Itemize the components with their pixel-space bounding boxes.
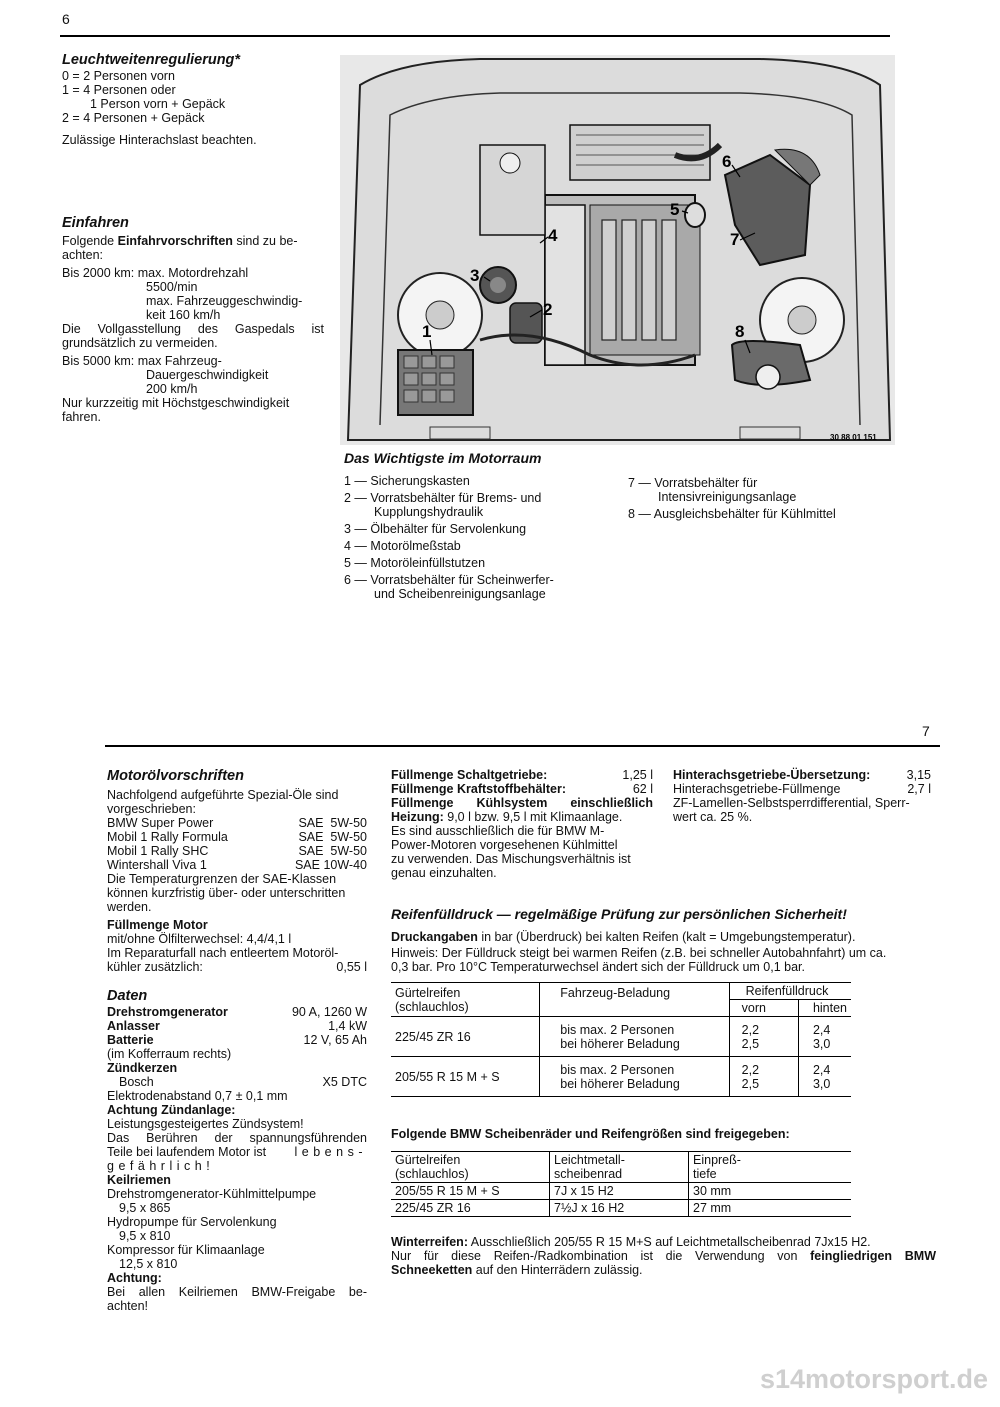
hinterachs-title-row: Hinterachsgetriebe-Übersetzung: 3,15 xyxy=(673,768,931,782)
einfahren-intro-2: achten: xyxy=(62,248,104,262)
callout-5: 5 xyxy=(670,200,680,219)
table-header-front: vorn xyxy=(729,1000,798,1017)
zf-1: ZF-Lamellen-Selbstsperrdifferential, Sperr- xyxy=(673,796,910,810)
legend-title: Das Wichtigste im Motorraum xyxy=(344,450,542,466)
kuehlsystem-title: Füllmenge Kühlsystem einschließlich xyxy=(391,796,653,810)
table-header-load: Fahrzeug-Beladung xyxy=(540,983,729,1017)
watermark: s14motorsport.de xyxy=(760,1364,989,1394)
einfahren-title: Einfahren xyxy=(62,215,129,231)
winterreifen-3: Schneeketten auf den Hinterrädern zulässig. xyxy=(391,1263,643,1277)
batterie-note: (im Kofferraum rechts) xyxy=(107,1047,232,1061)
table-header-pressure: Reifenfülldruck xyxy=(729,983,851,1000)
table-row: 205/55 R 15 M + S 7J x 15 H2 30 mm xyxy=(391,1183,851,1200)
einfahren-l3: max. Fahrzeuggeschwindig- xyxy=(146,294,303,308)
zf-2: wert ca. 25 %. xyxy=(673,810,753,824)
winterreifen-1: Winterreifen: Ausschließlich 205/55 R 15 M+S auf Leichtmetallscheibenrad 7Jx15 H2. xyxy=(391,1235,871,1249)
zuendkerzen-title: Zündkerzen xyxy=(107,1061,178,1075)
achtung-zuendanlage-2: Das Berühren der spannungsführenden xyxy=(107,1131,367,1145)
fuellmenge-motor-title: Füllmenge Motor xyxy=(107,918,208,932)
heizung-line: Heizung: 9,0 l bzw. 9,5 l mit Klimaanlage. xyxy=(391,810,623,824)
einfahren-intro: Folgende Einfahrvorschriften sind zu be- xyxy=(62,234,298,248)
legend-num: 5 — xyxy=(344,556,367,570)
keilriemen-size: 12,5 x 810 xyxy=(119,1257,178,1271)
page-number-6: 6 xyxy=(62,11,70,27)
legend-text: Vorratsbehälter für Brems- und xyxy=(370,491,542,505)
legend-text: Sicherungskasten xyxy=(370,474,470,488)
achtung-zuendanlage-title: Achtung Zündanlage: xyxy=(107,1103,236,1117)
table-row: 225/45 ZR 16 7½J x 16 H2 27 mm xyxy=(391,1200,851,1217)
einfahren-l1: Bis 2000 km: max. Motordrehzahl xyxy=(62,266,249,280)
legend-num: 3 — xyxy=(344,522,367,536)
leucht-line-3: 2 = 4 Personen + Gepäck xyxy=(62,111,205,125)
hinterachs-fm-row: Hinterachsgetriebe-Füllmenge 2,7 l xyxy=(673,782,931,796)
callout-2: 2 xyxy=(543,300,553,319)
einfahren-l8: Dauergeschwindigkeit xyxy=(146,368,269,382)
motoroel-title: Motorölvorschriften xyxy=(107,768,244,784)
engine-bay-drawing xyxy=(340,55,895,445)
legend-num: 2 — xyxy=(344,491,367,505)
callout-3: 3 xyxy=(470,266,480,285)
legend-num: 6 — xyxy=(344,573,367,587)
leucht-title: Leuchtweitenregulierung* xyxy=(62,52,241,68)
einfahren-l10: Nur kurzzeitig mit Höchstgeschwindigkeit xyxy=(62,396,290,410)
reifen-section xyxy=(391,907,936,1277)
legend-text: Ölbehälter für Servolenkung xyxy=(370,522,527,536)
achtung-zuendanlage-4: gefährlich! xyxy=(107,1159,215,1173)
daten-row: Batterie 12 V, 65 Ah xyxy=(107,1033,367,1047)
keilriemen-size: 9,5 x 810 xyxy=(119,1229,171,1243)
einfahren-l4: keit 160 km/h xyxy=(146,308,221,322)
fuellmenge-motor-1: mit/ohne Ölfilterwechsel: 4,4/4,1 l xyxy=(107,932,292,946)
legend-text-2: Intensivreinigungsanlage xyxy=(658,490,797,504)
fuellmenge-motor-2: Im Reparaturfall nach entleertem Motoröl- xyxy=(107,946,339,960)
achtung-title: Achtung: xyxy=(107,1271,162,1285)
daten-row: Anlasser 1,4 kW xyxy=(107,1019,367,1033)
leucht-line-0: 0 = 2 Personen vorn xyxy=(62,69,175,83)
achtung-zuendanlage-3: Teile bei laufendem Motor ist lebens- xyxy=(107,1145,367,1159)
legend-left xyxy=(344,474,614,604)
raeder-header-3: Einpreß- xyxy=(693,1153,741,1167)
figure-code: 30 88 01 151 xyxy=(830,433,877,442)
middle-column xyxy=(391,768,653,880)
legend-num: 7 — xyxy=(628,476,651,490)
legend-text: Vorratsbehälter für Scheinwerfer- xyxy=(370,573,554,587)
kuehl-4: genau einzuhalten. xyxy=(391,866,497,880)
legend-text: Motoröleinfüllstutzen xyxy=(370,556,486,570)
fuell-row: Füllmenge Schaltgetriebe: 1,25 l xyxy=(391,768,653,782)
oil-row: Mobil 1 Rally Formula SAE 5W-50 xyxy=(107,830,367,844)
table-header-tyre: Gürtelreifen xyxy=(395,986,461,1000)
raeder-header-3b: tiefe xyxy=(693,1167,717,1181)
table-row: 225/45 ZR 16 bis max. 2 Personen bei höherer Beladung 2,2 2,5 2,4 3,0 xyxy=(391,1017,851,1057)
raeder-header-2: Leichtmetall- xyxy=(554,1153,625,1167)
legend-text: Vorratsbehälter für xyxy=(654,476,758,490)
table-header-rear: hinten xyxy=(798,1000,851,1017)
temp-1: Die Temperaturgrenzen der SAE-Klassen xyxy=(107,872,337,886)
kuehl-3: zu verwenden. Das Mischungsverhältnis ist xyxy=(391,852,631,866)
achtung-text-1: Bei allen Keilriemen BMW-Freigabe be- xyxy=(107,1285,367,1299)
keilriemen-name: Kompressor für Klimaanlage xyxy=(107,1243,265,1257)
page-number-7: 7 xyxy=(922,723,930,739)
motoroel-intro-1: Nachfolgend aufgeführte Spezial-Öle sind xyxy=(107,788,339,802)
fuellmenge-motor-3: kühler zusätzlich: 0,55 l xyxy=(107,960,367,974)
fuell-row: Füllmenge Kraftstoffbehälter: 62 l xyxy=(391,782,653,796)
raeder-header-1: Gürtelreifen xyxy=(395,1153,461,1167)
raeder-header-1b: (schlauchlos) xyxy=(395,1167,469,1181)
reifenfuelldruck-table xyxy=(391,982,851,1097)
right-column xyxy=(673,768,931,824)
daten-title: Daten xyxy=(107,988,148,1004)
leucht-section xyxy=(62,52,332,147)
keilriemen-size: 9,5 x 865 xyxy=(119,1201,171,1215)
legend-num: 8 — xyxy=(628,507,651,521)
legend-text-2: und Scheibenreinigungsanlage xyxy=(374,587,546,601)
leucht-note: Zulässige Hinterachslast beachten. xyxy=(62,133,257,147)
daten-row: Drehstromgenerator 90 A, 1260 W xyxy=(107,1005,367,1019)
temp-3: werden. xyxy=(107,900,152,914)
winterreifen-2: Nur für diese Reifen-/Radkombination ist die Verwendung von feingliedrigen BMW xyxy=(391,1249,936,1263)
table-row: 205/55 R 15 M + S bis max. 2 Personen bei höherer Beladung 2,2 2,5 2,4 3,0 xyxy=(391,1057,851,1097)
callout-8: 8 xyxy=(735,322,745,341)
page7-header-rule xyxy=(105,745,940,747)
engine-bay-figure xyxy=(340,55,895,445)
kuehl-1: Es sind ausschließlich die für BMW M- xyxy=(391,824,605,838)
legend-right xyxy=(628,476,888,521)
temp-2: können kurzfristig über- oder unterschritten xyxy=(107,886,346,900)
raeder-header-2b: scheibenrad xyxy=(554,1167,623,1181)
callout-7: 7 xyxy=(730,230,740,249)
achtung-text-2: achten! xyxy=(107,1299,149,1313)
legend-text: Ausgleichsbehälter für Kühlmittel xyxy=(653,507,836,521)
callout-1: 1 xyxy=(422,322,432,341)
legend-text: Motorölmeßstab xyxy=(370,539,461,553)
callout-6: 6 xyxy=(722,152,732,171)
druck-line: Druckangaben in bar (Überdruck) bei kalten Reifen (kalt = Umgebungstemperatur). xyxy=(391,930,856,944)
legend-num: 4 — xyxy=(344,539,367,553)
einfahren-l5: Die Vollgasstellung des Gaspedals ist xyxy=(62,322,324,336)
header-rule xyxy=(60,35,890,37)
einfahren-l6: grundsätzlich zu vermeiden. xyxy=(62,336,218,350)
keilriemen-title: Keilriemen xyxy=(107,1173,171,1187)
einfahren-l11: fahren. xyxy=(62,410,101,424)
left-column xyxy=(107,768,367,1313)
oil-row: BMW Super Power SAE 5W-50 xyxy=(107,816,367,830)
achtung-zuendanlage-1: Leistungsgesteigertes Zündsystem! xyxy=(107,1117,304,1131)
callout-4: 4 xyxy=(548,226,558,245)
oil-row: Wintershall Viva 1 SAE 10W-40 xyxy=(107,858,367,872)
legend-num: 1 — xyxy=(344,474,367,488)
raeder-table xyxy=(391,1151,851,1217)
keilriemen-name: Drehstromgenerator-Kühlmittelpumpe xyxy=(107,1187,317,1201)
hinweis-2: 0,3 bar. Pro 10°C Temperaturwechsel ändert sich der Fülldruck um 0,1 bar. xyxy=(391,960,806,974)
einfahren-l7: Bis 5000 km: max Fahrzeug- xyxy=(62,354,222,368)
keilriemen-name: Hydropumpe für Servolenkung xyxy=(107,1215,277,1229)
leucht-line-1: 1 = 4 Personen oder xyxy=(62,83,176,97)
zuendkerzen-row: Bosch X5 DTC xyxy=(119,1075,367,1089)
kuehl-2: Power-Motoren vorgesehenen Kühlmittel xyxy=(391,838,618,852)
hinweis-1: Hinweis: Der Fülldruck steigt bei warmen Reifen (z.B. bei schneller Autobahnfahrt) um ca. xyxy=(391,946,887,960)
leucht-line-2: 1 Person vorn + Gepäck xyxy=(90,97,226,111)
legend-text-2: Kupplungshydraulik xyxy=(374,505,484,519)
einfahren-section xyxy=(62,215,324,424)
einfahren-l9: 200 km/h xyxy=(146,382,198,396)
oil-row: Mobil 1 Rally SHC SAE 5W-50 xyxy=(107,844,367,858)
einfahren-l2: 5500/min xyxy=(146,280,198,294)
table-header-tyre-2: (schlauchlos) xyxy=(395,1000,469,1014)
raeder-title: Folgende BMW Scheibenräder und Reifengrößen sind freigegeben: xyxy=(391,1127,790,1141)
elektrodenabstand: Elektrodenabstand 0,7 ± 0,1 mm xyxy=(107,1089,288,1103)
motoroel-intro-2: vorgeschrieben: xyxy=(107,802,196,816)
reifen-title: Reifenfülldruck — regelmäßige Prüfung zur persönlichen Sicherheit! xyxy=(391,906,847,922)
